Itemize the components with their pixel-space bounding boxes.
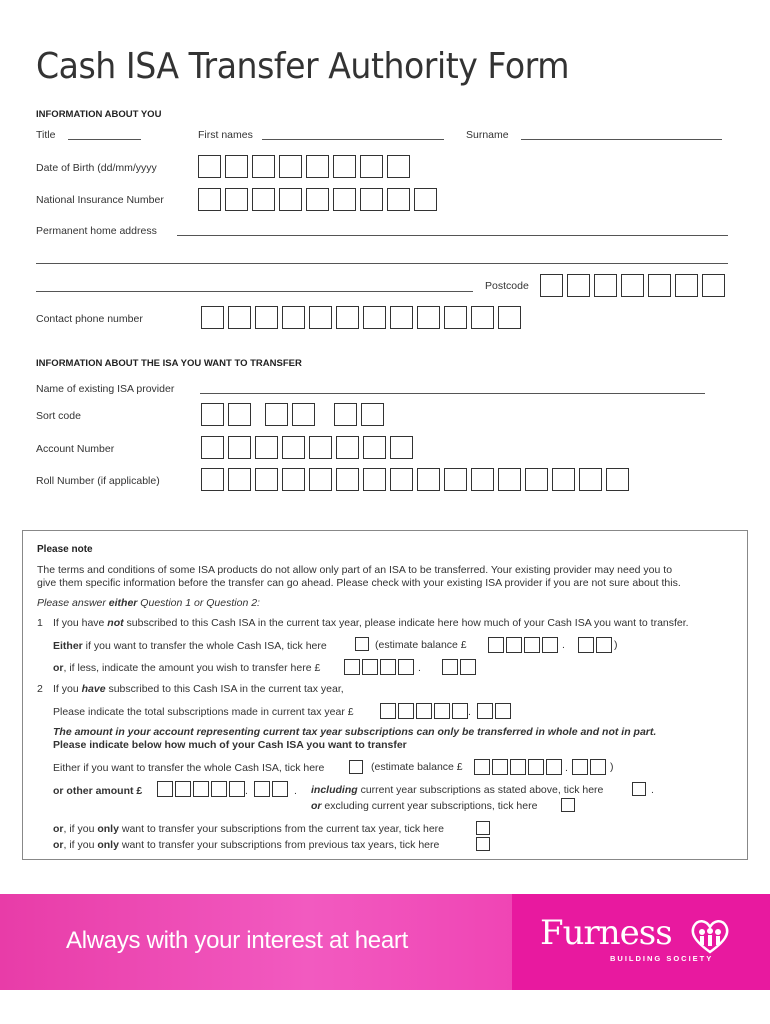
- surname-field[interactable]: [521, 139, 722, 140]
- section-heading-isa: INFORMATION ABOUT THE ISA YOU WANT TO TRANSFER: [36, 358, 302, 369]
- q1-amount-pence[interactable]: [442, 659, 478, 675]
- q2-bold-line-1: The amount in your account representing current tax year subscriptions can only be transferred in whole and not in part.: [53, 726, 657, 738]
- q2-other-text: or other amount £: [53, 785, 143, 797]
- address-line-3[interactable]: [36, 291, 473, 292]
- brand-name: Furness: [540, 913, 672, 953]
- sort-code-label: Sort code: [36, 410, 81, 422]
- q1-amount-pounds[interactable]: [344, 659, 416, 675]
- brand-sub: BUILDING SOCIETY: [610, 954, 714, 963]
- sort-code-boxes-2[interactable]: [265, 403, 319, 426]
- q2-excluding-tickbox[interactable]: [561, 798, 575, 812]
- postcode-label: Postcode: [485, 280, 529, 292]
- address-line-1[interactable]: [177, 235, 728, 236]
- first-names-field[interactable]: [262, 139, 444, 140]
- q2-total-dot: .: [468, 706, 471, 718]
- q1-estimate-close: ): [614, 639, 618, 651]
- q2-previous-only-text: or, if you only want to transfer your subscriptions from previous tax years, tick here: [53, 839, 440, 851]
- q1-estimate-label: (estimate balance £: [375, 639, 467, 651]
- q2-total-pence[interactable]: [477, 703, 513, 719]
- q1-either-text: Either if you want to transfer the whole Cash ISA, tick here: [53, 640, 327, 652]
- phone-boxes[interactable]: [201, 306, 525, 329]
- roll-label: Roll Number (if applicable): [36, 475, 160, 487]
- q1-amount-dot: .: [418, 662, 421, 674]
- q2-estimate-dot: .: [565, 762, 568, 774]
- q2-current-only-text: or, if you only want to transfer your subscriptions from the current tax year, tick here: [53, 823, 445, 835]
- sort-code-boxes-1[interactable]: [201, 403, 255, 426]
- note-para-line-1: The terms and conditions of some ISA products do not allow only part of an ISA to be transferred. Your existing provider may need you to: [37, 564, 673, 576]
- q2-total-pounds[interactable]: [380, 703, 470, 719]
- q2-current-only-tickbox[interactable]: [476, 821, 490, 835]
- q2-including-text: including current year subscriptions as stated above, tick here: [311, 784, 604, 796]
- q2-estimate-pounds[interactable]: [474, 759, 564, 775]
- note-heading: Please note: [37, 544, 93, 555]
- q2-other-pounds[interactable]: [157, 781, 247, 797]
- q2-other-dot-2: .: [294, 785, 297, 797]
- title-label: Title: [36, 129, 56, 141]
- q1-or-text: or, if less, indicate the amount you wish to transfer here £: [53, 662, 321, 674]
- provider-field[interactable]: [200, 393, 705, 394]
- q2-including-tickbox[interactable]: [632, 782, 646, 796]
- family-heart-icon: [688, 918, 732, 954]
- q2-excluding-text: or excluding current year subscriptions, tick here: [311, 800, 538, 812]
- q2-estimate-close: ): [610, 761, 614, 773]
- account-boxes[interactable]: [201, 436, 417, 459]
- dob-label: Date of Birth (dd/mm/yyyy: [36, 162, 157, 174]
- q1-text: If you have not subscribed to this Cash ISA in the current tax year, please indicate here how much of your Cash ISA you want to transfer.: [53, 617, 689, 629]
- provider-label: Name of existing ISA provider: [36, 383, 175, 395]
- ni-boxes[interactable]: [198, 188, 441, 211]
- page-title: Cash ISA Transfer Authority Form: [36, 46, 570, 87]
- q1-estimate-dot: .: [562, 639, 565, 651]
- q2-text: If you have subscribed to this Cash ISA in the current tax year,: [53, 683, 344, 695]
- address-label: Permanent home address: [36, 225, 157, 237]
- q2-total-text: Please indicate the total subscriptions made in current tax year £: [53, 706, 354, 718]
- q1-estimate-pounds[interactable]: [488, 637, 560, 653]
- q2-bold-line-2: Please indicate below how much of your Cash ISA you want to transfer: [53, 739, 407, 751]
- q2-whole-tickbox[interactable]: [349, 760, 363, 774]
- title-field[interactable]: [68, 139, 141, 140]
- q2-including-dot: .: [651, 784, 654, 796]
- roll-boxes[interactable]: [201, 468, 633, 491]
- q2-other-dot: .: [245, 785, 248, 797]
- q1-number: 1: [37, 617, 43, 629]
- surname-label: Surname: [466, 129, 509, 141]
- q2-estimate-label: (estimate balance £: [371, 761, 463, 773]
- q2-previous-only-tickbox[interactable]: [476, 837, 490, 851]
- sort-code-boxes-3[interactable]: [334, 403, 388, 426]
- q2-estimate-pence[interactable]: [572, 759, 608, 775]
- dob-boxes[interactable]: [198, 155, 414, 178]
- section-heading-you: INFORMATION ABOUT YOU: [36, 109, 162, 120]
- postcode-boxes[interactable]: [540, 274, 729, 297]
- ni-label: National Insurance Number: [36, 194, 164, 206]
- note-instruction: Please answer either Question 1 or Question 2:: [37, 597, 260, 609]
- q2-whole-text: Either if you want to transfer the whole Cash ISA, tick here: [53, 762, 325, 774]
- address-line-2[interactable]: [36, 263, 728, 264]
- q2-number: 2: [37, 683, 43, 695]
- q2-other-pence[interactable]: [254, 781, 290, 797]
- q1-estimate-pence[interactable]: [578, 637, 614, 653]
- footer-tagline: Always with your interest at heart: [66, 927, 408, 954]
- q1-whole-tickbox[interactable]: [355, 637, 369, 651]
- note-para-line-2: give them specific information before the transfer can go ahead. Please check with your existing ISA provider if you are not sure about this.: [37, 577, 681, 589]
- phone-label: Contact phone number: [36, 313, 143, 325]
- account-label: Account Number: [36, 443, 115, 455]
- first-names-label: First names: [198, 129, 253, 141]
